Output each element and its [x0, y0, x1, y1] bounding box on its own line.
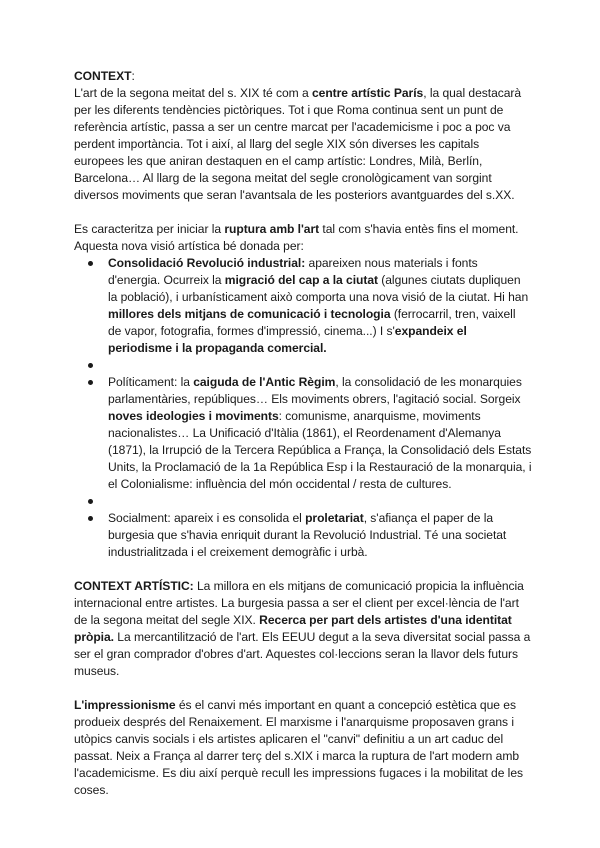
bold-run: centre artístic París	[311, 86, 424, 100]
text-run: Es caracteritza per iniciar la	[74, 222, 225, 236]
impressionism-term: L'impressionisme	[74, 698, 176, 712]
text-run: és el canvi més important en quant a concepció estètica que es produeix després del Renaixement. El marxisme i l'anarquisme proposaven grans i utòpics canvis socials i els artistes aplicaren el "canvi" definitiu a un art caduc del passat. Neix a França al darrer terç del s.XIX i marca la ruptura de l'art modern amb l'academicisme. Es diu així perquè recull les impressions fugaces i la mobilitat de les coses.	[74, 698, 523, 797]
bold-run: millores dels mitjans de comunicació i tecnologia	[108, 307, 391, 321]
bullet-industrial	[74, 255, 532, 357]
context-heading	[74, 68, 532, 85]
context-paragraph-2	[74, 221, 532, 255]
text-run: tal com s'havia entès fins el moment. Aquesta nova visió artística bé donada per:	[74, 222, 519, 253]
list-spacer	[74, 493, 532, 510]
bullet-political	[74, 374, 532, 493]
bold-run: proletariat	[305, 511, 364, 525]
bold-run: Consolidació Revolució industrial:	[108, 256, 306, 270]
impressionism-section	[74, 697, 532, 799]
text-run: La millora en els mitjans de comunicació propicia la influència internacional entre artistes. La burgesia passa a ser el client per excel·lència de l'art de la segona meitat del segle XIX.	[74, 579, 524, 627]
context-bullet-list	[74, 255, 532, 561]
text-run: L'art de la segona meitat del s. XIX té com a	[74, 86, 312, 100]
text-run: La mercantilització de l'art. Els EEUU degut a la seva diversitat social passa a ser el gran comprador d'obres d'art. Aquestes col·leccions seran la llavor dels futurs museus.	[74, 630, 531, 678]
section-spacer	[74, 561, 532, 578]
context-heading-label: CONTEXT	[74, 69, 132, 83]
text-run: , s'afiança el paper de la burgesia que s'havia enriquit durant la Revolució Industrial. Té una societat industrialitzada i el creixement demogràfic i urbà.	[108, 511, 507, 559]
text-run: Socialment: apareix i es consolida el	[108, 511, 306, 525]
text-run: (ferrocarril, tren, vaixell de vapor, fotografia, formes d'impressió, cinema...) I s'	[108, 307, 516, 338]
bold-run: expandeix el periodisme i la propaganda comercial.	[108, 324, 467, 355]
bullet-social	[74, 510, 532, 561]
artistic-context-paragraph	[74, 578, 532, 680]
text-run: , la qual destacarà per les diferents tendències pictòriques. Tot i que Roma continua sent un punt de referència artístic, passa a ser un centre marcat per l'academicisme i poc a poc va perdent importància. Tot i així, al llarg del segle XIX són diverses les capitals europees les que aniran destaquen en el camp artístic: Londres, Milà, Berlín, Barcelona… Al llarg de la segona meitat del segle cronològicament van sorgint diversos moviments que seran l'avantsala de les posteriors avantguardes del s.XX.	[74, 86, 522, 202]
context-section	[74, 68, 532, 561]
context-paragraph-1	[74, 85, 532, 204]
text-run: , la consolidació de les monarquies parlamentàries, repúbliques… Els moviments obrers, l'agitació social. Sorgeix	[108, 375, 522, 406]
bold-run: Recerca per part dels artistes d'una identitat pròpia.	[74, 613, 512, 644]
list-spacer	[74, 357, 532, 374]
text-run: Políticament: la	[108, 375, 194, 389]
bold-run: noves ideologies i moviments	[108, 409, 279, 423]
bold-run: ruptura amb l'art	[224, 222, 320, 236]
artistic-context-section	[74, 578, 532, 680]
text-run: apareixen nous materials i fonts d'energia. Ocurreix la	[108, 256, 478, 287]
context-heading-colon: :	[131, 69, 135, 83]
artistic-context-heading: CONTEXT ARTÍSTIC:	[74, 579, 194, 593]
bold-run: caiguda de l'Antic Règim	[193, 375, 336, 389]
text-run: (algunes ciutats dupliquen la població), i urbanísticament això comporta una nova visió de la ciutat. Hi han	[108, 273, 529, 304]
bold-run: migració del cap a la ciutat	[224, 273, 378, 287]
impressionism-paragraph	[74, 697, 532, 799]
text-run: : comunisme, anarquisme, moviments nacionalistes… La Unificació d'Itàlia (1861), el Reordenament d'Alemanya (1871), la Irrupció de la Tercera República a França, la Consolidació dels Estats Units, la Proclamació de la 1a República Esp i la Restauració de la monarquia, i el Colonialisme: influència del món occidental / resta de cultures.	[108, 409, 532, 491]
